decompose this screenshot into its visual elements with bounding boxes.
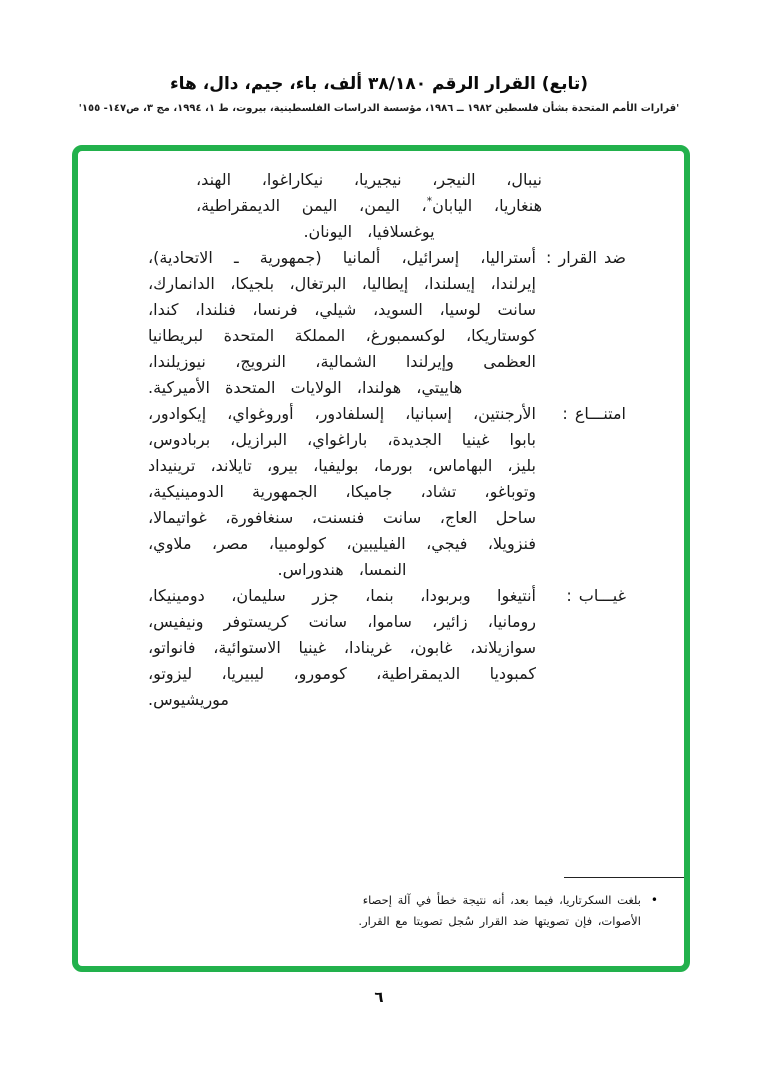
section-label-abstain: امتنـــاع : — [562, 404, 626, 423]
page-number: ٦ — [374, 988, 384, 1006]
section-countries-absent: أنتيغوا وبربودا، بنما، جزر سليمان، دومينيكا، رومانيا، زائير، ساموا، سانت كريستوفر ونيفيس، سوازيلاند، غابون، غرينادا، غينيا الاستوائية، فانواتو، كمبوديا الديمقراطية، كومورو، ليبيريا، ليزوتو، موريشيوس. — [148, 586, 536, 709]
document-header — [0, 74, 758, 114]
footnote-block — [78, 877, 684, 932]
section-label-against: ضد القرار : — [546, 248, 626, 267]
section-abstain — [148, 401, 626, 583]
section-label-absent: غيـــاب : — [566, 586, 626, 605]
resolution-title: (تابع) القرار الرقم ٣٨/١٨٠ ألف، باء، جيم، دال، هاء — [169, 74, 589, 94]
section-countries-against: أستراليا، إسرائيل، ألمانيا (جمهورية ـ الاتحادية)، إيرلندا، إيسلندا، إيطاليا، البرتغال، بلجيكا، الدانمارك، سانت لوسيا، السويد، شيلي، فرنسا، فنلندا، كندا، كوستاريكا، لوكسمبورغ، المملكة المتحدة لبريطانيا العظمى وإيرلندا الشمالية، النرويج، نيوزيلندا، هاييتي، هولندا، الولايات المتحدة الأميركية. — [148, 248, 536, 397]
section-countries-abstain: الأرجنتين، إسبانيا، إلسلفادور، أوروغواي، إيكوادور، بابوا غينيا الجديدة، باراغواي، البرازيل، بربادوس، بليز، البهاماس، بورما، بوليفيا، بيرو، تايلاند، ترينيداد وتوباغو، تشاد، جاميكا، الجمهورية الدومينيكية، ساحل العاج، سانت فنسنت، سنغافورة، غواتيمالا، فنزويلا، فيجي، الفيليبين، كولومبيا، مصر، ملاوي، النمسا، هندوراس. — [148, 404, 536, 579]
footnote-reference-asterisk: * — [426, 194, 433, 208]
source-citation: 'قرارات الأمم المتحدة بشأن فلسطين ١٩٨٢ ــ ١٩٨٦، مؤسسة الدراسات الفلسطينية، بيروت، ط ١، ١٩٩٤، مج ٣، ص١٤٧- ١٥٥' — [78, 103, 680, 114]
green-border-frame — [72, 145, 690, 972]
vote-with-continuation-paragraph — [196, 167, 542, 245]
section-against-resolution — [148, 245, 626, 401]
continuation-countries-end: ، اليمن، اليمن الديمقراطية، يوغسلافيا، اليونان. — [196, 196, 435, 241]
voting-record-content — [78, 151, 684, 966]
footnote-separator-line — [564, 877, 684, 878]
section-absent — [148, 583, 626, 713]
footnote-row — [78, 890, 684, 932]
footnote-bullet-icon: • — [650, 893, 658, 907]
continuation-countries-start: نيبال، النيجر، نيجيريا، نيكاراغوا، الهند، هنغاريا، اليابان — [196, 170, 543, 215]
footnote-text: بلغت السكرتاريا، فيما بعد، أنه نتيجة خطأ في آلة إحصاء الأصوات، فإن تصويتها ضد القرار سُجل تصويتا مع القرار. — [358, 893, 641, 928]
